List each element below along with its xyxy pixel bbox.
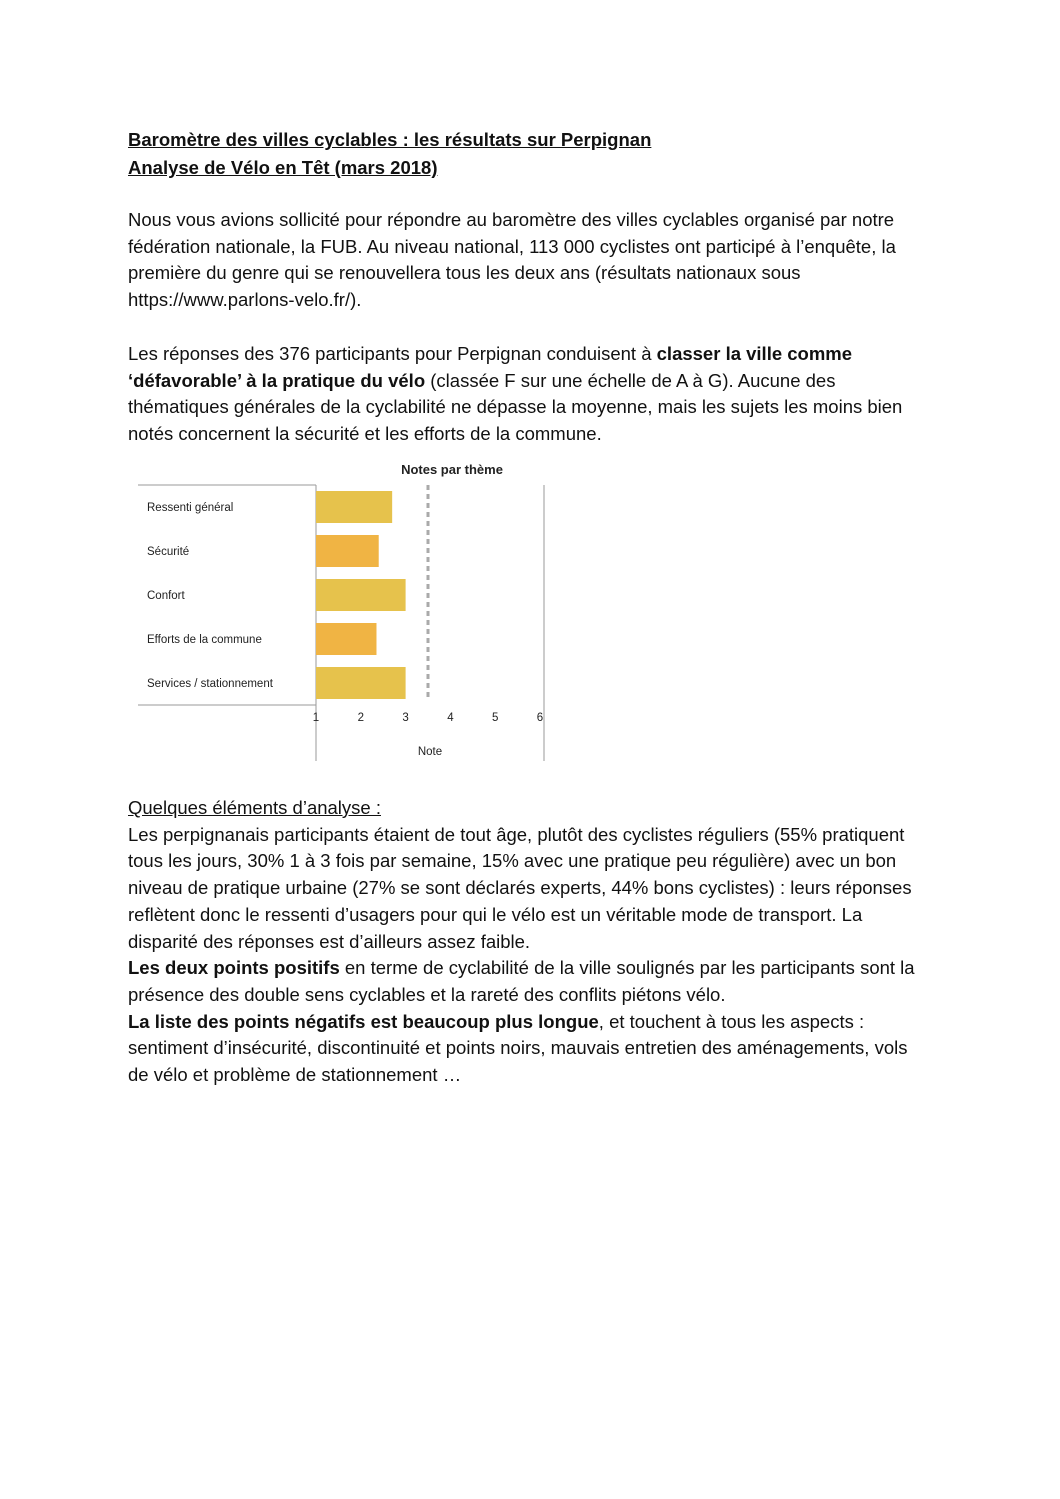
notes-par-theme-chart bbox=[138, 458, 558, 768]
x-tick-label: 3 bbox=[402, 712, 409, 724]
x-tick-label: 6 bbox=[536, 712, 544, 724]
analysis-section bbox=[128, 795, 928, 1089]
bar bbox=[316, 535, 379, 567]
analysis-paragraph-2 bbox=[128, 955, 928, 1008]
negative-points-text: , et touchent à tous les aspects : sentiment d’insécurité, discontinuité et points noirs, mauvais entretien des aménagements, vols de vélo et problème de stationnement … bbox=[128, 1010, 908, 1086]
page-title: Baromètre des villes cyclables : les résultats sur Perpignan bbox=[128, 129, 652, 150]
x-tick-label: 4 bbox=[447, 712, 454, 724]
page-subtitle: Analyse de Vélo en Têt (mars 2018) bbox=[128, 157, 438, 178]
analysis-paragraph-1: Les perpignanais participants étaient de tout âge, plutôt des cyclistes réguliers (55% pratiquent tous les jours, 30% 1 à 3 fois par semaine, 15% avec une pratique peu régulière) avec un bon niveau de pratique urbaine (27% se sont déclarés experts, 44% bons cyclistes) : leurs réponses reflètent donc le ressenti d’usagers pour qui le vélo est un véritable mode de transport. La disparité des réponses est d’ailleurs assez faible. bbox=[128, 823, 912, 952]
bar bbox=[316, 667, 406, 699]
chart-title: Notes par thème bbox=[401, 462, 503, 477]
analysis-heading: Quelques éléments d’analyse : bbox=[128, 797, 381, 818]
intro-text: Nous vous avions sollicité pour répondre au baromètre des villes cyclables organisé par notre fédération nationale, la FUB. Au niveau national, 113 000 cyclistes ont participé à l’enquête, la première du genre qui se renouvellera tous les deux ans (résultats nationaux sous https://www.parlons-velo.fr/). bbox=[128, 209, 896, 311]
results-paragraph bbox=[128, 341, 928, 448]
bar bbox=[316, 579, 406, 611]
results-text-part1: Les réponses des 376 participants pour Perpignan conduisent à bbox=[128, 343, 657, 364]
results-text bbox=[128, 341, 928, 448]
x-tick-label: 5 bbox=[491, 712, 499, 724]
results-text-part2: (classée F sur une échelle de A à G). Aucune des thématiques générales de la cyclabilité ne dépasse la moyenne, mais les sujets les moins bien notés concernent la sécurité et les efforts de la commune. bbox=[128, 369, 903, 445]
bar bbox=[316, 623, 376, 655]
category-label: Efforts de la commune bbox=[147, 634, 262, 646]
positive-points-bold: Les deux points positifs bbox=[128, 957, 340, 979]
x-tick-label: 2 bbox=[357, 712, 365, 724]
x-tick-label: 1 bbox=[312, 712, 320, 724]
negative-points-bold: La liste des points négatifs est beaucoup plus longue bbox=[128, 1010, 599, 1032]
positive-points-text: en terme de cyclabilité de la ville soulignés par les participants sont la présence des double sens cyclables et la rareté des conflits piétons vélo. bbox=[128, 957, 915, 1005]
analysis-paragraph-3 bbox=[128, 1009, 928, 1089]
x-axis-label: Note bbox=[417, 746, 443, 758]
category-label: Services / stationnement bbox=[147, 678, 273, 690]
bar bbox=[316, 491, 392, 523]
results-bold: classer la ville comme ‘défavorable’ à la pratique du vélo bbox=[128, 343, 853, 391]
category-label: Ressenti général bbox=[147, 502, 234, 514]
intro-paragraph bbox=[128, 207, 928, 314]
category-label: Confort bbox=[147, 590, 185, 602]
category-label: Sécurité bbox=[147, 546, 190, 558]
